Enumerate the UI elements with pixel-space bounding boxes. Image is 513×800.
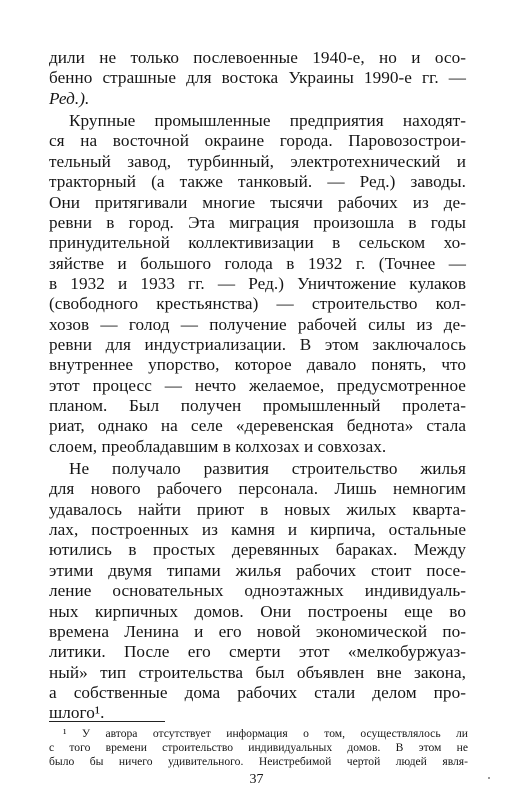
text-line: тельный завод, турбинный, электротехнический и [49, 151, 466, 171]
text-line: тракторный (а также танковый. — Ред.) заводы. [49, 172, 466, 192]
text-line: а собственные дома рабочих стали делом про- [49, 682, 466, 702]
text-line: удавалось найти приют в новых жилых кварта- [49, 499, 466, 519]
page-number: 37 [249, 772, 264, 787]
text-line: принудительной коллективизации в сельском хо- [49, 233, 466, 253]
text-line: времена Ленина и его новой экономической по- [49, 621, 466, 641]
text-line: лах, построенных из камня и кирпича, остальные [49, 520, 466, 539]
text-line: риат, однако на селе «деревенская беднота» стала [49, 416, 466, 436]
text-line: Они притягивали многие тысячи рабочих из де- [49, 192, 466, 212]
text-line: в 1932 и 1933 гг. — Ред.) Уничтожение кулаков [49, 273, 466, 293]
text-line: планом. Был получен промышленный пролета- [49, 396, 466, 415]
text-line: дили не только послевоенные 1940-е, но и осо- [49, 48, 466, 67]
footnote-line: ¹ У автора отсутствует информация о том, осуществлялось ли [63, 727, 468, 740]
text-line: ление основательных одноэтажных индивидуаль- [49, 581, 466, 601]
text-line: для нового рабочего персонала. Лишь немногим [49, 479, 466, 499]
print-speck [488, 777, 490, 779]
text-line: этими двумя типами жилья рабочих стоит посе- [49, 560, 466, 580]
text-line: слоем, преобладавшим в колхозах и совхозах. [49, 436, 387, 456]
footnote-line: было бы ничего удивительного. Неистребимой чертой людей явля- [49, 755, 468, 768]
text-line: Ред.). [49, 88, 90, 108]
text-line: Не получало развития строительство жилья [69, 459, 466, 478]
text-line: литики. После его смерти этот «мелкобуржуаз- [49, 642, 466, 662]
text-line: ный» тип строительства был объявлен вне закона, [49, 662, 466, 682]
text-line: шлого¹. [49, 703, 105, 723]
text-line: хозов — голод — получение рабочей силы из де- [49, 314, 466, 334]
footnote-line: с того времени строительство индивидуальных домов. В этом не [49, 741, 468, 754]
text-line: бенно страшные для востока Украины 1990-е гг. — [49, 68, 466, 88]
text-line: ных кирпичных домов. Они построены еще во [49, 601, 466, 621]
text-line: Крупные промышленные предприятия находят- [69, 111, 466, 131]
text-line: ревни в город. Эта миграция произошла в годы [49, 212, 466, 232]
text-line: (свободного крестьянства) — строительство кол- [49, 294, 466, 314]
text-line: ревни для индустриализации. В этом заключалось [49, 334, 466, 354]
text-line: внутреннее упорство, которое давало понять, что [49, 355, 466, 375]
text-line: этот процесс — нечто желаемое, предусмотренное [49, 375, 466, 395]
text-line: зяйстве и большого голода в 1932 г. (Точнее — [49, 253, 466, 273]
text-line: ся на восточной окраине города. Паровозострои- [49, 131, 466, 151]
text-line: ютились в простых деревянных бараках. Между [49, 540, 466, 560]
